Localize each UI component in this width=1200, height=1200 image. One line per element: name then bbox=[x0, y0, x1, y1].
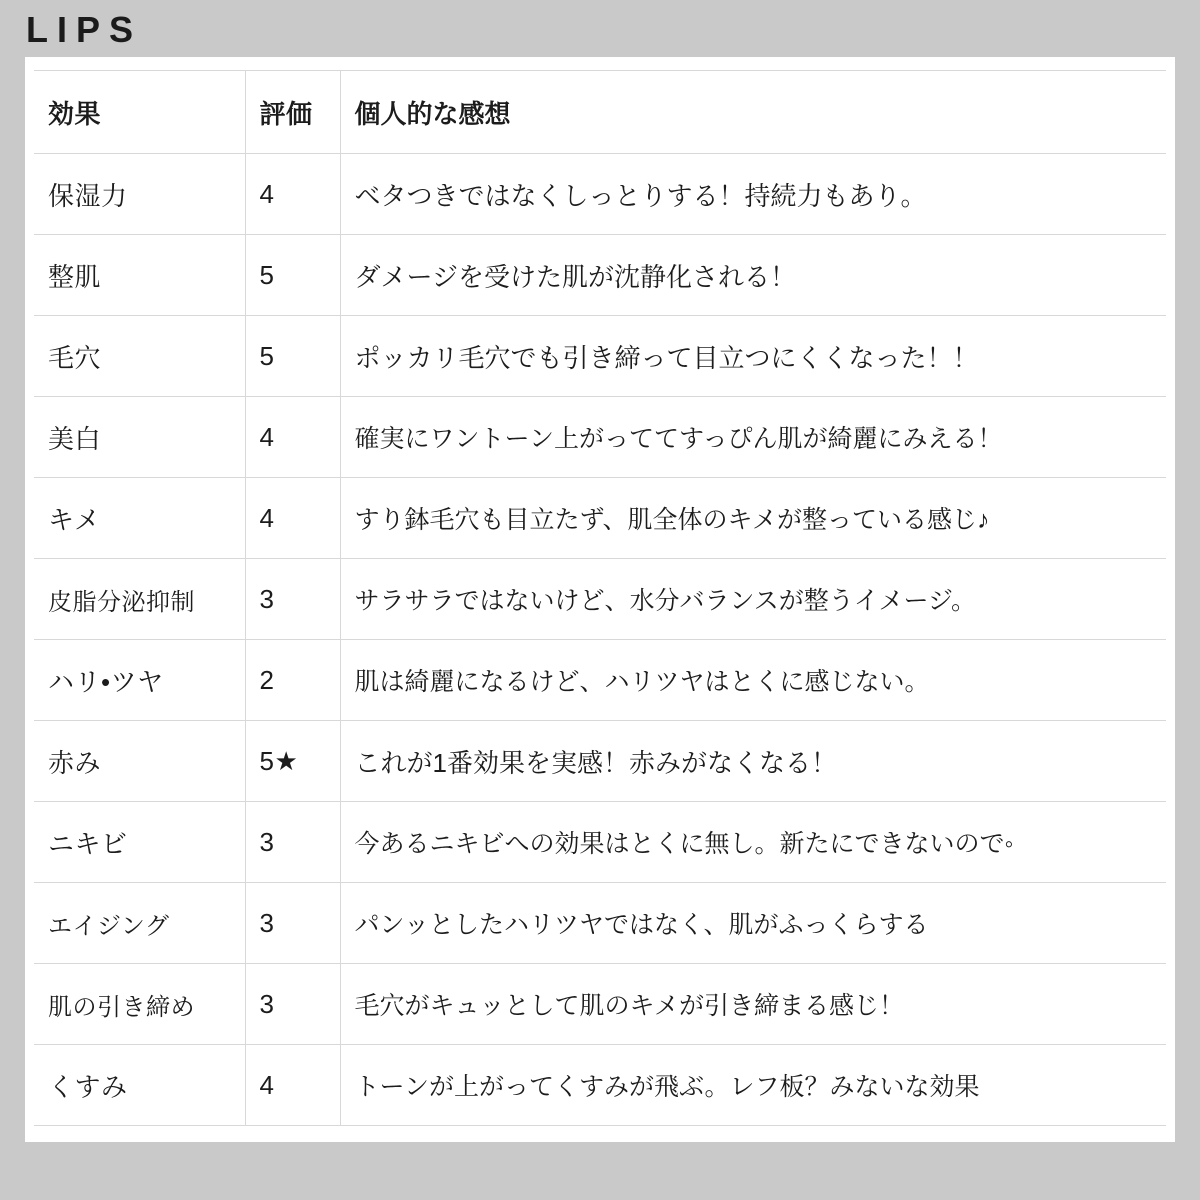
cell-effect: 赤み bbox=[48, 747, 102, 778]
cell-effect: くすみ bbox=[48, 1071, 128, 1102]
evaluation-table bbox=[34, 70, 1166, 1126]
table-row bbox=[34, 478, 1166, 559]
cell-effect: キメ bbox=[48, 504, 101, 535]
table-row bbox=[34, 1045, 1166, 1126]
cell-score: 3 bbox=[259, 907, 275, 938]
table-row bbox=[34, 397, 1166, 478]
table-row bbox=[34, 964, 1166, 1045]
table-row bbox=[34, 883, 1166, 964]
cell-score: 4 bbox=[259, 1069, 275, 1100]
table-row bbox=[34, 154, 1166, 235]
table-row bbox=[34, 316, 1166, 397]
cell-note: パンッとしたハリツヤではなく、肌がふっくらする bbox=[354, 911, 929, 939]
cell-score: 4 bbox=[259, 421, 275, 452]
table-row bbox=[34, 721, 1166, 802]
column-header-effect: 効果 bbox=[48, 98, 102, 129]
cell-effect: 美白 bbox=[48, 423, 102, 454]
table-row bbox=[34, 640, 1166, 721]
cell-score: 3 bbox=[259, 988, 275, 1019]
cell-note: 毛穴がキュッとして肌のキメが引き締まる感じ！ bbox=[354, 992, 905, 1020]
cell-note: ポッカリ毛穴でも引き締って目立つにくくなった！！ bbox=[354, 342, 979, 373]
table-row bbox=[34, 235, 1166, 316]
cell-score: 4 bbox=[259, 502, 275, 533]
cell-note: ダメージを受けた肌が沈静化される！ bbox=[354, 261, 796, 292]
cell-note: 今あるニキビへの効果はとくに無し。新たにできないので◦ bbox=[354, 830, 1014, 858]
brand-logo: LIPS bbox=[26, 9, 143, 50]
column-header-score: 評価 bbox=[259, 98, 313, 129]
cell-note: 肌は綺麗になるけど、ハリツヤはとくに感じない。 bbox=[354, 668, 930, 696]
cell-note: サラサラではないけど、水分バランスが整うイメージ。 bbox=[354, 587, 977, 615]
cell-note: これが1番効果を実感！赤みがなくなる！ bbox=[354, 747, 837, 778]
cell-effect: 肌の引き締め bbox=[48, 993, 195, 1021]
cell-score: 3 bbox=[259, 583, 275, 614]
cell-effect: 毛穴 bbox=[48, 342, 102, 373]
cell-note: ベタつきではなくしっとりする！持続力もあり。 bbox=[354, 180, 927, 211]
cell-score: 2 bbox=[259, 664, 275, 695]
cell-score: 5 bbox=[259, 259, 275, 290]
cell-score: 4 bbox=[259, 178, 275, 209]
table-card bbox=[25, 57, 1175, 1142]
cell-note: トーンが上がってくすみが飛ぶ。レフ板？みないな効果 bbox=[354, 1073, 980, 1101]
cell-effect: エイジング bbox=[48, 912, 170, 940]
table-header-row bbox=[34, 71, 1166, 154]
cell-note: すり鉢毛穴も目立たず、肌全体のキメが整っている感じ♪ bbox=[354, 506, 990, 534]
cell-score: 5 bbox=[259, 340, 275, 371]
cell-effect: ニキビ bbox=[48, 828, 128, 859]
cell-effect: 保湿力 bbox=[48, 180, 128, 211]
cell-effect: 整肌 bbox=[48, 261, 102, 292]
cell-effect: 皮脂分泌抑制 bbox=[48, 588, 195, 616]
cell-note: 確実にワントーン上がっててすっぴん肌が綺麗にみえる！ bbox=[354, 425, 1003, 453]
cell-score: 3 bbox=[259, 826, 275, 857]
column-header-note: 個人的な感想 bbox=[354, 98, 511, 129]
table-row bbox=[34, 802, 1166, 883]
table-row bbox=[34, 559, 1166, 640]
cell-effect: ハリ•ツヤ bbox=[48, 666, 164, 697]
cell-score: 5★ bbox=[259, 745, 299, 776]
